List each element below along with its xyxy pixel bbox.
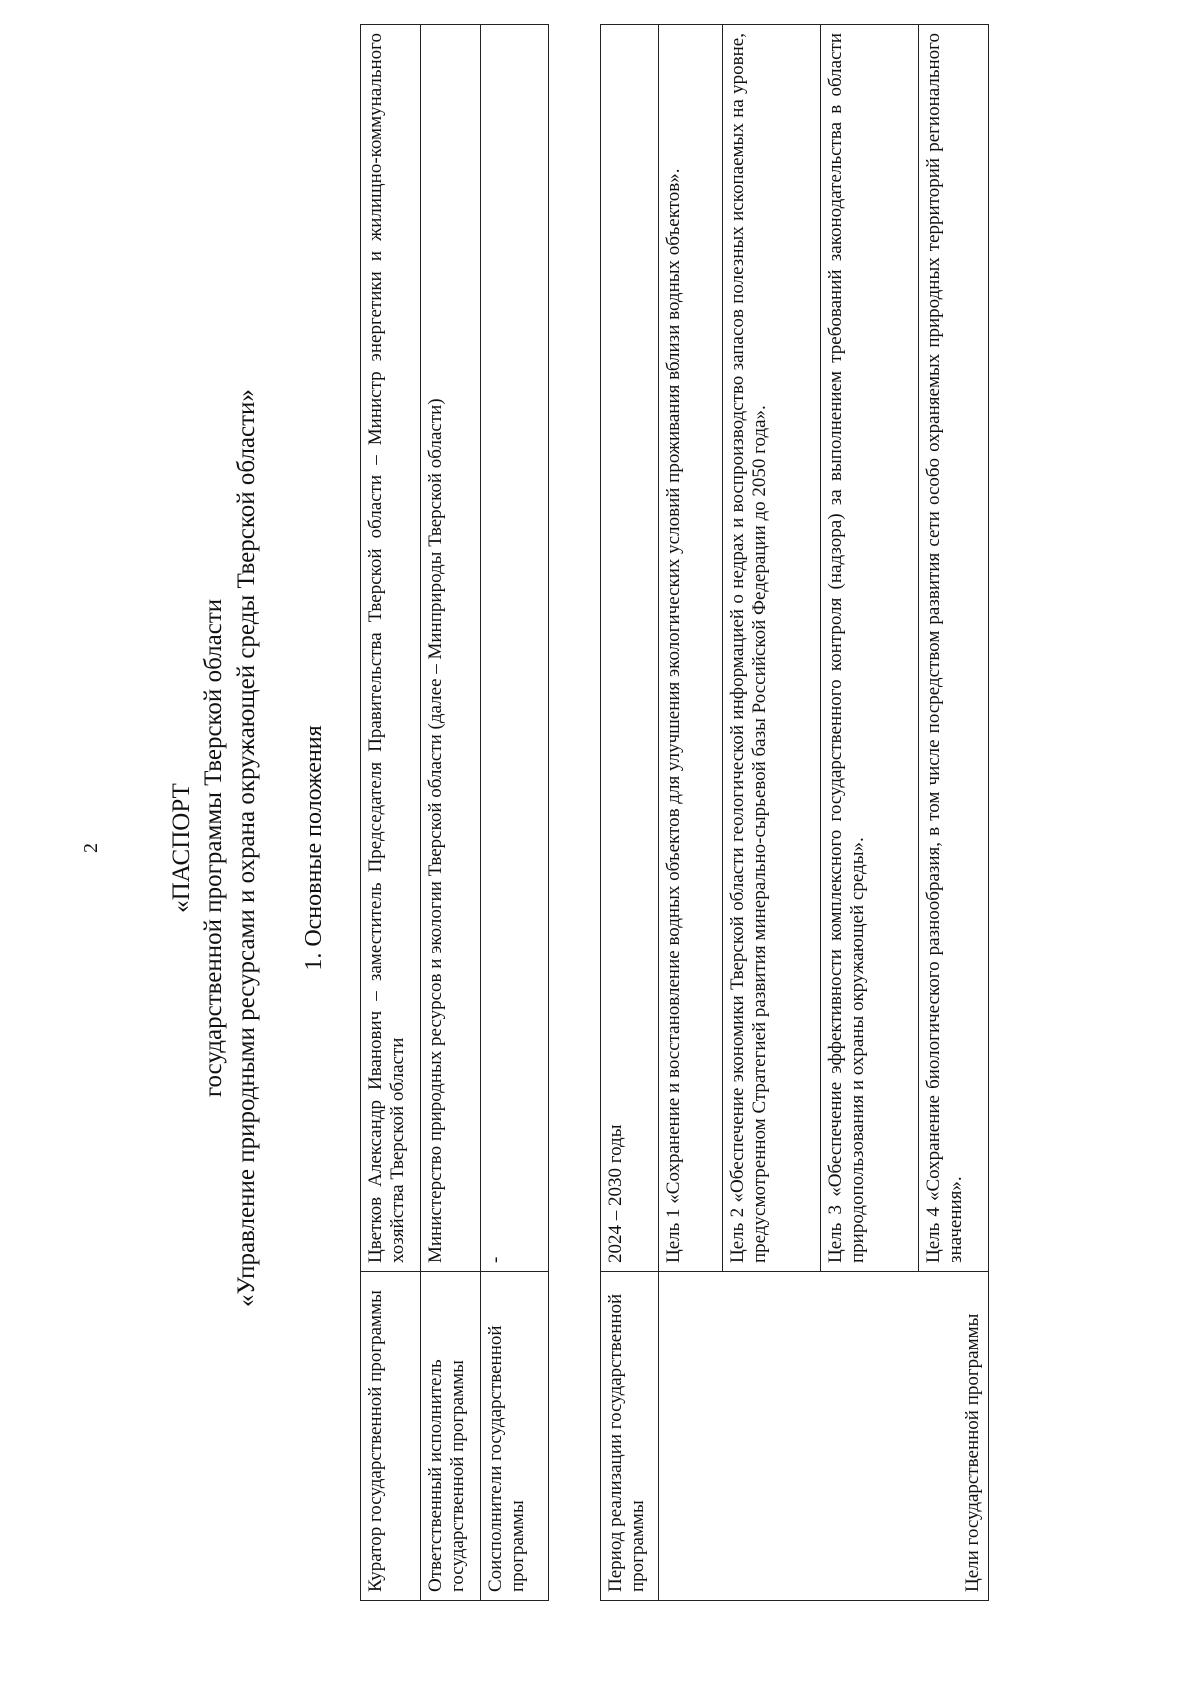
row-label: Ответственный исполнитель государственной программы — [421, 1272, 481, 1601]
program-name: «Управление природными ресурсами и охрана окружающей среды Тверской области» — [233, 389, 260, 1307]
goal-item: Цель 1 «Сохранение и восстановление водных объектов для улучшения экологических условий проживания вблизи водных объектов». — [659, 25, 723, 1272]
main-info-table — [360, 24, 549, 1601]
document-title: «ПАСПОРТ — [168, 783, 195, 913]
table-row — [659, 25, 723, 1601]
period-label: Период реализации государственной программы — [601, 1272, 659, 1601]
goal-item: Цель 4 «Сохранение биологического разнообразия, в том числе посредством развития сети особо охраняемых природных территорий регионального значения». — [919, 25, 989, 1272]
page-number: 2 — [80, 843, 102, 853]
table-row — [481, 25, 549, 1601]
goal-item: Цель 2 «Обеспечение экономики Тверской области геологической информацией о недрах и воспроизводство запасов полезных ископаемых на уровне, предусмотренном Стратегией развития минерально-сырьевой базы Российской Федерации до 2050 года». — [723, 25, 821, 1272]
goals-label: Цели государственной программы — [659, 1272, 989, 1601]
table-row — [601, 25, 659, 1601]
row-label: Соисполнители государственной программы — [481, 1272, 549, 1601]
goal-item: Цель 3 «Обеспечение эффективности комплексного государственного контроля (надзора) за выполнением требований законодательства в области природопользования и охраны окружающей среды». — [821, 25, 919, 1272]
period-goals-table — [600, 24, 989, 1601]
table-row — [421, 25, 481, 1601]
document-subtitle: государственной программы Тверской области — [200, 598, 227, 1098]
row-label: Куратор государственной программы — [361, 1272, 421, 1601]
section-heading: 1. Основные положения — [301, 725, 327, 971]
row-value: Министерство природных ресурсов и экологии Тверской области (далее – Минприроды Тверской области) — [421, 25, 481, 1272]
period-value: 2024 – 2030 годы — [601, 25, 659, 1272]
table-row — [361, 25, 421, 1601]
row-value: Цветков Александр Иванович – заместитель Председателя Правительства Тверской области – Министр энергетики и жилищно-коммунального хозяйства Тверской области — [361, 25, 421, 1272]
row-value: - — [481, 25, 549, 1272]
